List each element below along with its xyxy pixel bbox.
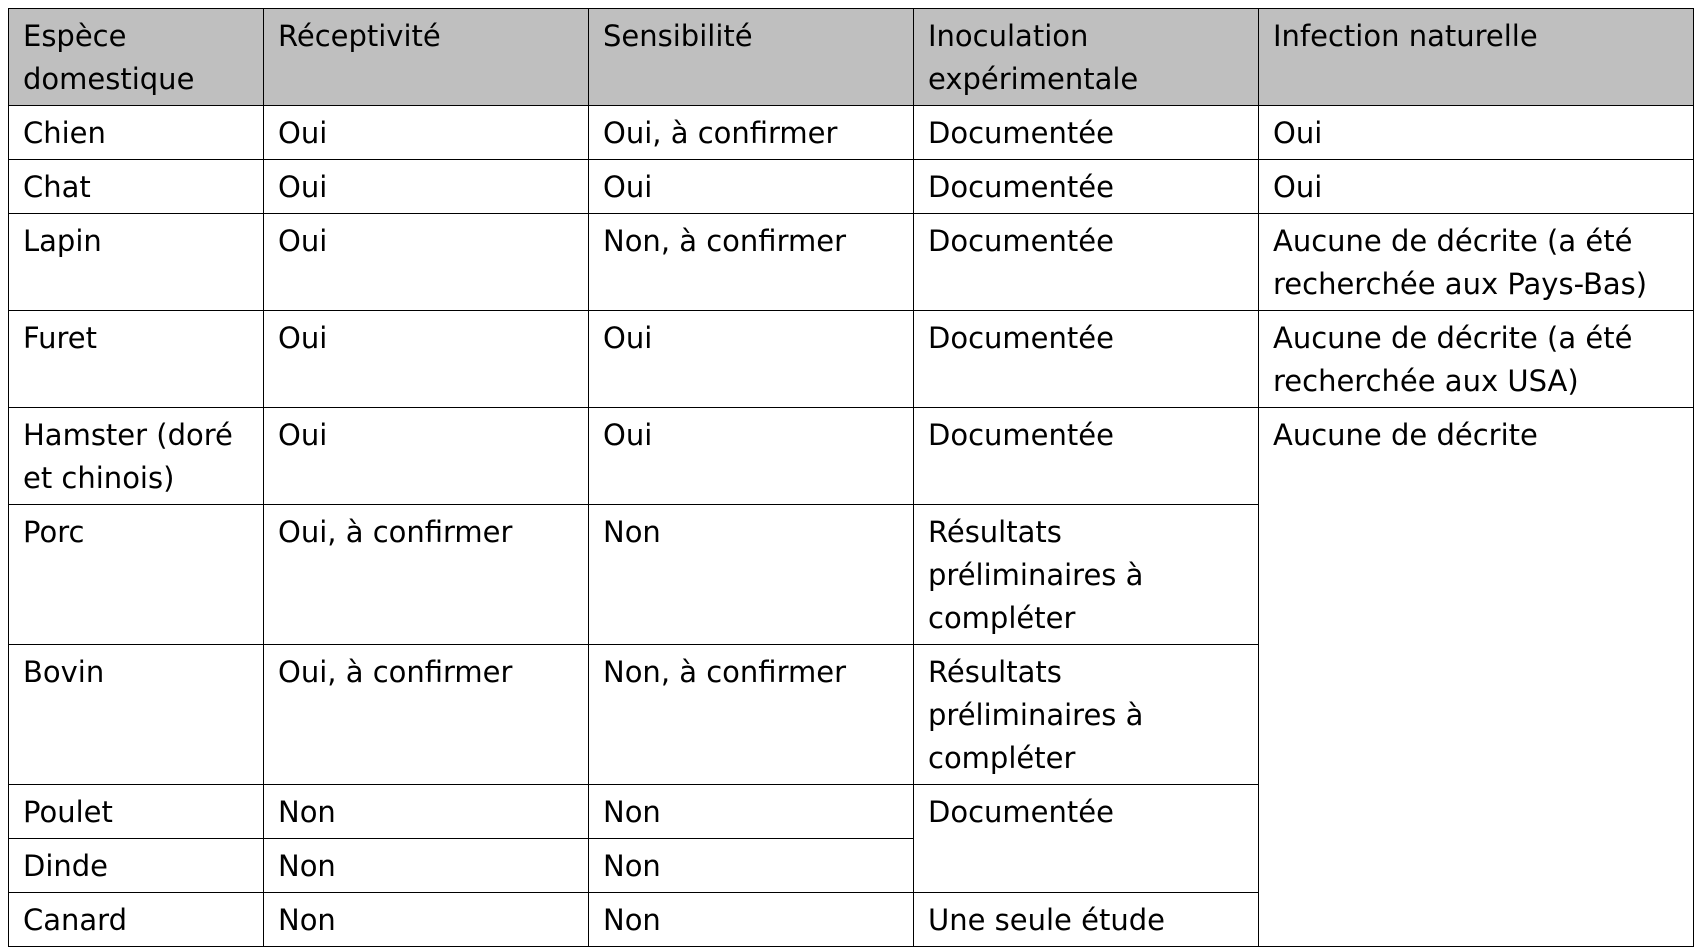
cell-sensitivity: Oui [589, 408, 914, 505]
species-susceptibility-table [8, 8, 1694, 947]
cell-receptivity: Oui [264, 106, 589, 160]
cell-species: Dinde [9, 839, 264, 893]
table-row [9, 408, 1694, 505]
table-row [9, 214, 1694, 311]
cell-natural-infection: Oui [1259, 160, 1694, 214]
cell-inoculation: Documentée [914, 408, 1259, 505]
cell-sensitivity: Oui [589, 160, 914, 214]
cell-receptivity: Non [264, 893, 589, 947]
cell-natural-infection: Aucune de décrite (a été recherchée aux USA) [1259, 311, 1694, 408]
cell-species: Chat [9, 160, 264, 214]
table-row [9, 311, 1694, 408]
cell-receptivity: Oui [264, 408, 589, 505]
cell-receptivity: Oui [264, 311, 589, 408]
cell-species: Furet [9, 311, 264, 408]
species-table-container [8, 8, 1694, 947]
cell-receptivity: Oui, à confirmer [264, 645, 589, 785]
cell-natural-infection: Oui [1259, 106, 1694, 160]
table-row [9, 160, 1694, 214]
cell-species: Poulet [9, 785, 264, 839]
cell-natural-infection-merged: Aucune de décrite [1259, 408, 1694, 947]
header-inoculation: Inoculation expérimentale [914, 9, 1259, 106]
cell-species: Bovin [9, 645, 264, 785]
cell-inoculation: Documentée [914, 106, 1259, 160]
cell-inoculation: Documentée [914, 160, 1259, 214]
table-header-row [9, 9, 1694, 106]
cell-species: Hamster (doré et chinois) [9, 408, 264, 505]
cell-receptivity: Oui, à confirmer [264, 505, 589, 645]
header-receptivity: Réceptivité [264, 9, 589, 106]
header-sensitivity: Sensibilité [589, 9, 914, 106]
cell-sensitivity: Oui, à confirmer [589, 106, 914, 160]
cell-species: Chien [9, 106, 264, 160]
cell-species: Porc [9, 505, 264, 645]
cell-inoculation: Documentée [914, 214, 1259, 311]
cell-sensitivity: Oui [589, 311, 914, 408]
table-row [9, 106, 1694, 160]
cell-sensitivity: Non [589, 785, 914, 839]
cell-sensitivity: Non [589, 893, 914, 947]
cell-sensitivity: Non, à confirmer [589, 214, 914, 311]
cell-inoculation: Résultats préliminaires à compléter [914, 645, 1259, 785]
cell-receptivity: Non [264, 785, 589, 839]
cell-inoculation: Documentée [914, 311, 1259, 408]
cell-sensitivity: Non [589, 839, 914, 893]
cell-receptivity: Non [264, 839, 589, 893]
cell-receptivity: Oui [264, 214, 589, 311]
header-natural-infection: Infection naturelle [1259, 9, 1694, 106]
cell-species: Lapin [9, 214, 264, 311]
header-species: Espèce domestique [9, 9, 264, 106]
cell-natural-infection: Aucune de décrite (a été recherchée aux Pays-Bas) [1259, 214, 1694, 311]
cell-sensitivity: Non, à confirmer [589, 645, 914, 785]
cell-receptivity: Oui [264, 160, 589, 214]
cell-inoculation: Résultats préliminaires à compléter [914, 505, 1259, 645]
cell-inoculation: Une seule étude [914, 893, 1259, 947]
cell-species: Canard [9, 893, 264, 947]
cell-inoculation-merged: Documentée [914, 785, 1259, 893]
cell-sensitivity: Non [589, 505, 914, 645]
